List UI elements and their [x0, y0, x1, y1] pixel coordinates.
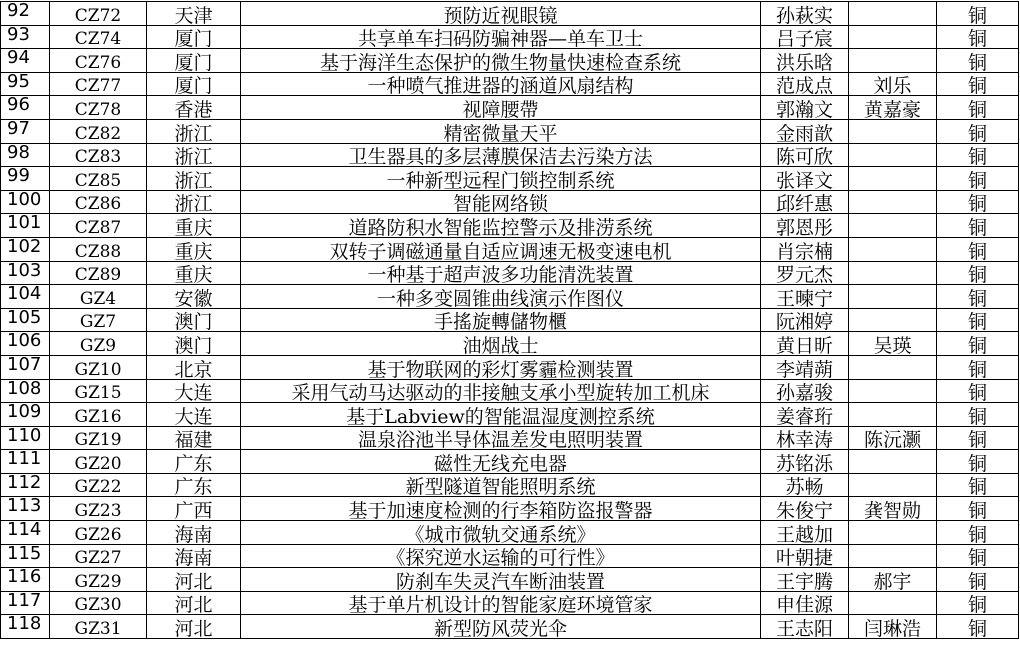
project-code-cell: CZ88 — [50, 237, 147, 261]
award-level-cell: 铜 — [937, 450, 1019, 474]
co-author-name-cell: 刘乐 — [849, 72, 937, 96]
row-number-cell: 113 — [1, 497, 50, 521]
award-level-cell: 铜 — [937, 332, 1019, 356]
project-code-cell: CZ76 — [50, 49, 147, 73]
award-level-cell: 铜 — [937, 568, 1019, 592]
row-number-cell: 106 — [1, 332, 50, 356]
project-title-cell: 基于单片机设计的智能家庭环境管家 — [241, 591, 761, 615]
award-table — [0, 1, 1019, 639]
row-number-cell: 102 — [1, 237, 50, 261]
project-title-cell: 预防近视眼镜 — [241, 2, 761, 26]
project-code-cell: GZ23 — [50, 497, 147, 521]
row-number-cell: 109 — [1, 403, 50, 427]
project-title-cell: 一种喷气推进器的涵道风扇结构 — [241, 72, 761, 96]
student-name-cell: 姜睿珩 — [761, 403, 849, 427]
project-code-cell: GZ22 — [50, 473, 147, 497]
table-row — [1, 49, 1019, 73]
co-author-name-cell — [849, 261, 937, 285]
table-row — [1, 473, 1019, 497]
award-level-cell: 铜 — [937, 119, 1019, 143]
project-code-cell: CZ86 — [50, 190, 147, 214]
row-number-cell: 112 — [1, 473, 50, 497]
student-name-cell: 苏铭泺 — [761, 450, 849, 474]
co-author-name-cell — [849, 521, 937, 545]
table-row — [1, 426, 1019, 450]
region-cell: 重庆 — [147, 237, 241, 261]
region-cell: 海南 — [147, 521, 241, 545]
project-code-cell: CZ83 — [50, 143, 147, 167]
project-title-cell: 基于物联网的彩灯雾霾检测装置 — [241, 355, 761, 379]
project-code-cell: GZ26 — [50, 521, 147, 545]
project-code-cell: GZ9 — [50, 332, 147, 356]
table-row — [1, 143, 1019, 167]
project-code-cell: GZ15 — [50, 379, 147, 403]
project-title-cell: 温泉浴池半导体温差发电照明装置 — [241, 426, 761, 450]
table-row — [1, 615, 1019, 639]
student-name-cell: 阮湘婷 — [761, 308, 849, 332]
region-cell: 河北 — [147, 568, 241, 592]
co-author-name-cell — [849, 473, 937, 497]
row-number-cell: 93 — [1, 25, 50, 49]
student-name-cell: 张译文 — [761, 167, 849, 191]
table-row — [1, 497, 1019, 521]
project-code-cell: CZ74 — [50, 25, 147, 49]
co-author-name-cell — [849, 167, 937, 191]
award-level-cell: 铜 — [937, 591, 1019, 615]
co-author-name-cell — [849, 308, 937, 332]
table-row — [1, 237, 1019, 261]
co-author-name-cell — [849, 450, 937, 474]
project-title-cell: 手搖旋轉儲物櫃 — [241, 308, 761, 332]
student-name-cell: 孙嘉骏 — [761, 379, 849, 403]
award-level-cell: 铜 — [937, 25, 1019, 49]
table-row — [1, 96, 1019, 120]
award-level-cell: 铜 — [937, 426, 1019, 450]
row-number-cell: 99 — [1, 167, 50, 191]
project-code-cell: GZ16 — [50, 403, 147, 427]
row-number-cell: 117 — [1, 591, 50, 615]
project-title-cell: 一种多变圆锥曲线演示作图仪 — [241, 285, 761, 309]
project-title-cell: 一种基于超声波多功能清洗装置 — [241, 261, 761, 285]
award-level-cell: 铜 — [937, 521, 1019, 545]
row-number-cell: 116 — [1, 568, 50, 592]
award-level-cell: 铜 — [937, 285, 1019, 309]
co-author-name-cell: 陈沅灏 — [849, 426, 937, 450]
table-row — [1, 308, 1019, 332]
table-row — [1, 2, 1019, 26]
co-author-name-cell — [849, 237, 937, 261]
project-title-cell: 磁性无线充电器 — [241, 450, 761, 474]
table-row — [1, 332, 1019, 356]
co-author-name-cell — [849, 190, 937, 214]
row-number-cell: 115 — [1, 544, 50, 568]
row-number-cell: 101 — [1, 214, 50, 238]
co-author-name-cell — [849, 379, 937, 403]
region-cell: 河北 — [147, 615, 241, 639]
award-level-cell: 铜 — [937, 72, 1019, 96]
student-name-cell: 申佳源 — [761, 591, 849, 615]
region-cell: 广东 — [147, 473, 241, 497]
co-author-name-cell — [849, 119, 937, 143]
project-title-cell: 《探究逆水运输的可行性》 — [241, 544, 761, 568]
project-code-cell: GZ19 — [50, 426, 147, 450]
row-number-cell: 107 — [1, 355, 50, 379]
table-row — [1, 379, 1019, 403]
student-name-cell: 苏畅 — [761, 473, 849, 497]
row-number-cell: 97 — [1, 119, 50, 143]
student-name-cell: 邱纤惠 — [761, 190, 849, 214]
row-number-cell: 110 — [1, 426, 50, 450]
award-level-cell: 铜 — [937, 2, 1019, 26]
region-cell: 大连 — [147, 379, 241, 403]
student-name-cell: 洪乐晗 — [761, 49, 849, 73]
student-name-cell: 吕子宸 — [761, 25, 849, 49]
project-title-cell: 采用气动马达驱动的非接触支承小型旋转加工机床 — [241, 379, 761, 403]
table-row — [1, 355, 1019, 379]
co-author-name-cell — [849, 49, 937, 73]
table-row — [1, 214, 1019, 238]
region-cell: 安徽 — [147, 285, 241, 309]
project-title-cell: 新型隧道智能照明系统 — [241, 473, 761, 497]
table-row — [1, 119, 1019, 143]
row-number-cell: 95 — [1, 72, 50, 96]
project-code-cell: CZ72 — [50, 2, 147, 26]
award-level-cell: 铜 — [937, 167, 1019, 191]
table-row — [1, 450, 1019, 474]
co-author-name-cell — [849, 355, 937, 379]
student-name-cell: 陈可欣 — [761, 143, 849, 167]
table-row — [1, 591, 1019, 615]
student-name-cell: 叶朝捷 — [761, 544, 849, 568]
row-number-cell: 94 — [1, 49, 50, 73]
region-cell: 澳门 — [147, 332, 241, 356]
student-name-cell: 范成点 — [761, 72, 849, 96]
region-cell: 河北 — [147, 591, 241, 615]
row-number-cell: 92 — [1, 2, 50, 26]
region-cell: 海南 — [147, 544, 241, 568]
row-number-cell: 104 — [1, 285, 50, 309]
award-level-cell: 铜 — [937, 355, 1019, 379]
region-cell: 大连 — [147, 403, 241, 427]
project-code-cell: GZ7 — [50, 308, 147, 332]
project-code-cell: GZ29 — [50, 568, 147, 592]
co-author-name-cell — [849, 403, 937, 427]
co-author-name-cell — [849, 143, 937, 167]
co-author-name-cell — [849, 544, 937, 568]
project-code-cell: GZ20 — [50, 450, 147, 474]
table-row — [1, 72, 1019, 96]
project-code-cell: CZ82 — [50, 119, 147, 143]
project-code-cell: GZ4 — [50, 285, 147, 309]
region-cell: 澳门 — [147, 308, 241, 332]
award-level-cell: 铜 — [937, 615, 1019, 639]
table-row — [1, 167, 1019, 191]
student-name-cell: 王暕宁 — [761, 285, 849, 309]
row-number-cell: 100 — [1, 190, 50, 214]
student-name-cell: 孙萩实 — [761, 2, 849, 26]
student-name-cell: 李靖蒴 — [761, 355, 849, 379]
project-code-cell: GZ31 — [50, 615, 147, 639]
region-cell: 天津 — [147, 2, 241, 26]
table-row — [1, 544, 1019, 568]
row-number-cell: 118 — [1, 615, 50, 639]
co-author-name-cell: 龚智勋 — [849, 497, 937, 521]
row-number-cell: 114 — [1, 521, 50, 545]
project-code-cell: GZ30 — [50, 591, 147, 615]
project-title-cell: 油烟战士 — [241, 332, 761, 356]
project-title-cell: 基于加速度检测的行李箱防盗报警器 — [241, 497, 761, 521]
table-row — [1, 285, 1019, 309]
project-code-cell: CZ77 — [50, 72, 147, 96]
project-code-cell: CZ89 — [50, 261, 147, 285]
award-level-cell: 铜 — [937, 261, 1019, 285]
project-code-cell: CZ78 — [50, 96, 147, 120]
award-level-cell: 铜 — [937, 143, 1019, 167]
row-number-cell: 108 — [1, 379, 50, 403]
student-name-cell: 朱俊宁 — [761, 497, 849, 521]
region-cell: 北京 — [147, 355, 241, 379]
row-number-cell: 103 — [1, 261, 50, 285]
co-author-name-cell — [849, 214, 937, 238]
co-author-name-cell: 吴瑛 — [849, 332, 937, 356]
region-cell: 广西 — [147, 497, 241, 521]
student-name-cell: 林幸涛 — [761, 426, 849, 450]
project-title-cell: 卫生器具的多层薄膜保洁去污染方法 — [241, 143, 761, 167]
student-name-cell: 肖宗楠 — [761, 237, 849, 261]
row-number-cell: 105 — [1, 308, 50, 332]
award-level-cell: 铜 — [937, 190, 1019, 214]
region-cell: 重庆 — [147, 261, 241, 285]
student-name-cell: 黄日昕 — [761, 332, 849, 356]
region-cell: 广东 — [147, 450, 241, 474]
region-cell: 重庆 — [147, 214, 241, 238]
project-code-cell: CZ87 — [50, 214, 147, 238]
award-level-cell: 铜 — [937, 214, 1019, 238]
co-author-name-cell: 黄嘉豪 — [849, 96, 937, 120]
project-title-cell: 基于Labview的智能温湿度测控系统 — [241, 403, 761, 427]
award-level-cell: 铜 — [937, 49, 1019, 73]
row-number-cell: 98 — [1, 143, 50, 167]
region-cell: 浙江 — [147, 143, 241, 167]
award-level-cell: 铜 — [937, 237, 1019, 261]
co-author-name-cell: 闫琳浩 — [849, 615, 937, 639]
region-cell: 浙江 — [147, 167, 241, 191]
student-name-cell: 罗元杰 — [761, 261, 849, 285]
project-code-cell: GZ27 — [50, 544, 147, 568]
row-number-cell: 111 — [1, 450, 50, 474]
project-title-cell: 精密微量天平 — [241, 119, 761, 143]
project-title-cell: 一种新型远程门锁控制系统 — [241, 167, 761, 191]
award-level-cell: 铜 — [937, 308, 1019, 332]
award-level-cell: 铜 — [937, 403, 1019, 427]
student-name-cell: 王宇腾 — [761, 568, 849, 592]
award-level-cell: 铜 — [937, 473, 1019, 497]
table-row — [1, 261, 1019, 285]
award-level-cell: 铜 — [937, 544, 1019, 568]
region-cell: 厦门 — [147, 49, 241, 73]
project-title-cell: 视障腰帶 — [241, 96, 761, 120]
project-code-cell: CZ85 — [50, 167, 147, 191]
region-cell: 厦门 — [147, 72, 241, 96]
project-title-cell: 《城市微轨交通系统》 — [241, 521, 761, 545]
row-number-cell: 96 — [1, 96, 50, 120]
region-cell: 厦门 — [147, 25, 241, 49]
project-title-cell: 防刹车失灵汽车断油装置 — [241, 568, 761, 592]
co-author-name-cell — [849, 285, 937, 309]
project-title-cell: 新型防风荧光伞 — [241, 615, 761, 639]
co-author-name-cell: 郝宇 — [849, 568, 937, 592]
student-name-cell: 郭瀚文 — [761, 96, 849, 120]
co-author-name-cell — [849, 2, 937, 26]
student-name-cell: 王越加 — [761, 521, 849, 545]
student-name-cell: 王志阳 — [761, 615, 849, 639]
project-title-cell: 智能网络锁 — [241, 190, 761, 214]
project-title-cell: 基于海洋生态保护的微生物量快速检查系统 — [241, 49, 761, 73]
table-row — [1, 568, 1019, 592]
student-name-cell: 郭恩彤 — [761, 214, 849, 238]
region-cell: 香港 — [147, 96, 241, 120]
student-name-cell: 金雨歆 — [761, 119, 849, 143]
table-body — [1, 2, 1019, 639]
co-author-name-cell — [849, 25, 937, 49]
award-level-cell: 铜 — [937, 96, 1019, 120]
project-title-cell: 道路防积水智能监控警示及排涝系统 — [241, 214, 761, 238]
region-cell: 福建 — [147, 426, 241, 450]
region-cell: 浙江 — [147, 119, 241, 143]
table-row — [1, 521, 1019, 545]
region-cell: 浙江 — [147, 190, 241, 214]
project-code-cell: GZ10 — [50, 355, 147, 379]
project-title-cell: 共享单车扫码防骗神器—单车卫士 — [241, 25, 761, 49]
co-author-name-cell — [849, 591, 937, 615]
award-level-cell: 铜 — [937, 497, 1019, 521]
project-title-cell: 双转子调磁通量自适应调速无极变速电机 — [241, 237, 761, 261]
award-level-cell: 铜 — [937, 379, 1019, 403]
table-row — [1, 190, 1019, 214]
table-row — [1, 403, 1019, 427]
table-row — [1, 25, 1019, 49]
